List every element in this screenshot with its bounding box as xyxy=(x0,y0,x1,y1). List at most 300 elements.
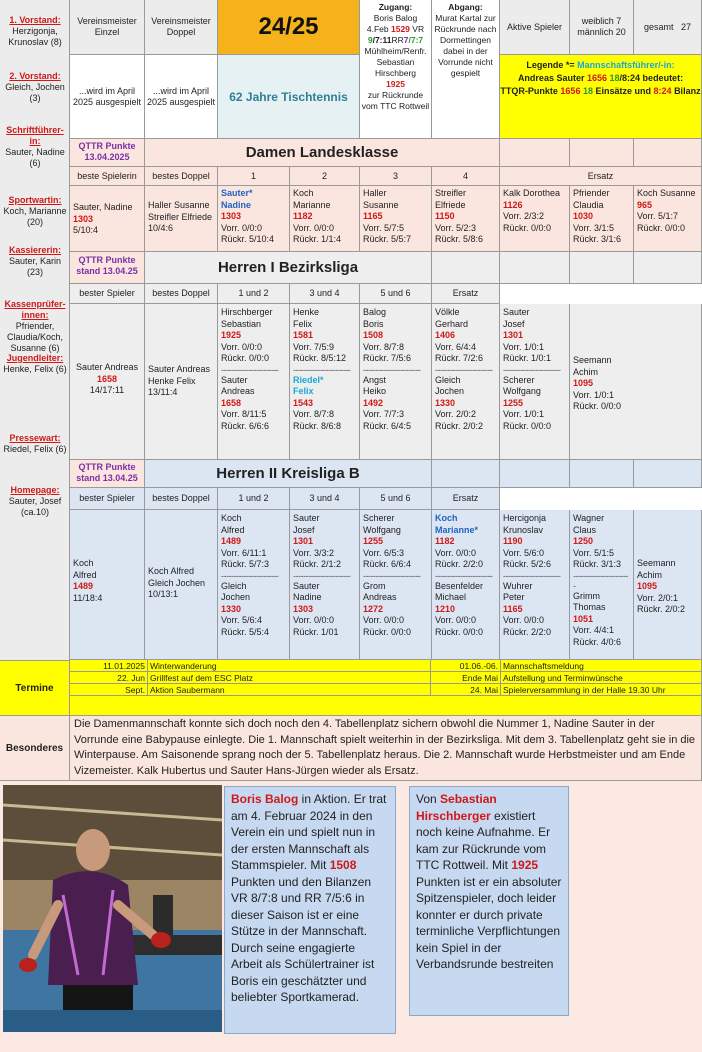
zugang-rec-c: RR xyxy=(391,35,404,45)
years-text: 62 Jahre Tischtennis xyxy=(229,89,348,104)
col-header: bester Spieler xyxy=(70,284,145,304)
player-name: Koch xyxy=(221,513,242,523)
zugang-date: 4.Feb xyxy=(366,24,389,34)
player-firstname: Achim xyxy=(573,366,599,377)
damen-doppel-text: Haller Susanne Streifler Elfriede 10/4:6 xyxy=(148,200,213,233)
player-entry xyxy=(221,188,286,246)
player-points: 1095 xyxy=(573,378,594,388)
player-rueckrunde: Rückr. 2/1:2 xyxy=(293,559,342,569)
player-name: Sauter* xyxy=(221,188,253,198)
abgang-cell xyxy=(432,0,500,139)
besonderes-text xyxy=(70,716,702,781)
player-vorrunde: Vorr. 5/1:7 xyxy=(637,211,679,221)
player-name: Kalk Dorothea xyxy=(503,188,561,198)
h1-best xyxy=(70,304,145,460)
player-name: Scherer xyxy=(363,513,395,523)
player-vorrunde: Vorr. 3/1:5 xyxy=(573,222,615,233)
box2-text-a: existiert noch keine Aufnahme. Er kam zur Rückrunde vom TTC Rottweil. Mit xyxy=(416,808,551,872)
box2-points: 1925 xyxy=(511,858,539,872)
player-cell xyxy=(290,510,360,660)
player-cell xyxy=(500,510,570,660)
col-header: Ersatz xyxy=(432,488,500,510)
player-firstname: Nadine xyxy=(293,592,322,602)
player-points: 1925 xyxy=(221,330,242,340)
player-entry xyxy=(221,581,286,639)
player-rueckrunde: Rückr. 0/0:0 xyxy=(503,222,552,233)
vm-doppel-text: Vereinsmeister Doppel xyxy=(151,16,211,37)
player-vorrunde: Vorr. 7/5:9 xyxy=(293,341,335,352)
aktive-text: Aktive Spieler xyxy=(506,21,563,32)
player-firstname: Josef xyxy=(503,318,525,329)
player-firstname: Wolfgang xyxy=(503,386,541,396)
h2-best-name2: Alfred xyxy=(73,569,97,580)
player-firstname: Achim xyxy=(637,569,663,580)
col-header: 4 xyxy=(432,167,500,186)
h2-doppel-text: Koch Alfred Gleich Jochen 10/13:1 xyxy=(148,566,206,599)
termin-text: Spielerversammlung in der Halle 19.30 Uhr xyxy=(501,684,702,696)
player-rueckrunde: Rückr. 0/0:0 xyxy=(435,626,484,637)
player-name: Riedel* xyxy=(293,374,324,385)
player-entry xyxy=(363,581,428,639)
player-vorrunde: Vorr. 0/0:0 xyxy=(363,615,405,625)
player-name: Seemann xyxy=(573,355,612,365)
player-single xyxy=(573,355,698,413)
box1-name: Boris Balog xyxy=(231,792,299,806)
sidebar-item xyxy=(0,484,70,519)
player-name: Hercigonja xyxy=(503,513,547,523)
player-name: Grimm xyxy=(573,590,600,601)
damen-doppel xyxy=(145,186,218,252)
sidebar-item-label: Pressewart: xyxy=(9,433,61,443)
player-rueckrunde: Rückr. 1/1:4 xyxy=(293,234,342,244)
player-firstname: Claus xyxy=(573,524,597,535)
player-points: 1095 xyxy=(637,581,658,591)
player-entry xyxy=(435,513,496,571)
sidebar-item-text: Koch, Marianne (20) xyxy=(3,206,67,227)
legend-a: Legende *= xyxy=(526,60,575,70)
col-header: 3 und 4 xyxy=(290,488,360,510)
player-rueckrunde: Rückr. 2/0:2 xyxy=(637,604,686,614)
sidebar-item-text: Gleich, Jochen (3) xyxy=(5,82,65,103)
player-entry xyxy=(293,581,356,639)
h2-best-name1: Koch xyxy=(73,558,94,568)
player-firstname: Krunoslav xyxy=(503,524,544,535)
h1-doppel-text: Sauter Andreas Henke Felix 13/11:4 xyxy=(148,364,211,397)
player-name: Sauter xyxy=(221,374,248,385)
separator: ----------------------- xyxy=(503,570,561,581)
separator: ----------------------- xyxy=(293,364,351,375)
player-name: Sauter xyxy=(293,580,320,591)
player-name: Sauter xyxy=(503,307,530,317)
gender-count xyxy=(570,0,634,55)
zugang-rec-a: 9 xyxy=(367,35,373,45)
player-rueckrunde: Rückr. 2/0:2 xyxy=(435,420,484,431)
player-entry xyxy=(503,513,566,571)
player-rueckrunde: Rückr. 7/2:6 xyxy=(435,353,484,363)
player-entry xyxy=(363,513,428,571)
player-firstname: Andreas xyxy=(363,592,397,602)
sidebar-item-text: Henke, Felix (6) xyxy=(3,364,67,374)
damen-player-cell xyxy=(290,186,360,252)
player-points: 1030 xyxy=(573,211,594,221)
player-cell xyxy=(634,510,702,660)
player-vorrunde: Vorr. 5/2:3 xyxy=(435,222,477,233)
h1-best-points: 1658 xyxy=(96,373,118,384)
separator: ----------------------- xyxy=(435,364,493,375)
player-firstname: Peter xyxy=(503,592,525,602)
player-name: Streifler xyxy=(435,188,467,198)
player-name: Wagner xyxy=(573,513,605,523)
h1-title-pad3 xyxy=(570,252,634,284)
h1-title-pad2 xyxy=(500,252,570,284)
years-label xyxy=(218,55,360,139)
termine-filler xyxy=(70,696,702,716)
player-entry xyxy=(293,307,356,365)
player-vorrunde: Vorr. 0/0:0 xyxy=(293,615,335,625)
vm-doppel-note xyxy=(145,55,218,139)
h2-title-pad1 xyxy=(432,460,500,488)
sidebar-item-text: Sauter, Karin (23) xyxy=(8,256,62,277)
box2-name: Sebastian Hirschberger xyxy=(416,792,497,823)
player-points: 1489 xyxy=(221,536,242,546)
h1-title-pad1 xyxy=(432,252,500,284)
h2-title-pad2 xyxy=(500,460,570,488)
player-entry xyxy=(573,591,630,649)
col-header: bestes Doppel xyxy=(145,488,218,510)
sidebar-item-text: Sauter, Nadine (6) xyxy=(5,147,65,168)
player-name: Gleich xyxy=(435,374,461,385)
player-cell xyxy=(218,304,290,460)
damen-title xyxy=(145,139,500,167)
player-firstname: Heiko xyxy=(363,386,387,396)
player-points: 1182 xyxy=(293,211,313,221)
termine-label-text: Termine xyxy=(15,682,54,694)
sidebar-item-label: Schriftführer-in: xyxy=(6,125,64,146)
sidebar-item xyxy=(0,14,70,49)
player-cell xyxy=(218,510,290,660)
zugang-rec-e: /7:7 xyxy=(408,35,424,45)
player-firstname: Jochen xyxy=(221,592,251,602)
player-vorrunde: Vorr. 2/0:1 xyxy=(637,592,679,603)
h2-title-text: Herren II Kreisliga B xyxy=(216,465,360,482)
col-header: 3 und 4 xyxy=(290,284,360,304)
player-vorrunde: Vorr. 6/11:1 xyxy=(221,547,267,558)
sidebar-item xyxy=(0,244,70,279)
sidebar-item-text: Riedel, Felix (6) xyxy=(3,444,67,454)
h2-best-record: 11/18:4 xyxy=(73,592,103,603)
player-name: Haller xyxy=(363,188,387,198)
sidebar-item-text: Sauter, Josef (ca.10) xyxy=(8,496,62,517)
damen-player-cell xyxy=(360,186,432,252)
player-vorrunde: Vorr. 5/6:0 xyxy=(503,547,545,558)
player-rueckrunde: Rückr. 4/0:6 xyxy=(573,636,622,647)
player-firstname: Felix xyxy=(293,386,314,396)
player-entry xyxy=(363,188,428,246)
sidebar-item-label: Kassiererin: xyxy=(8,245,62,255)
player-vorrunde: Vorr. 5/1:5 xyxy=(573,547,615,558)
sidebar-item-label: 1. Vorstand: xyxy=(9,15,61,25)
damen-qttr xyxy=(70,139,145,167)
zugang-points: 1529 xyxy=(391,24,410,34)
termin-date: 24. Mai xyxy=(431,684,501,696)
damen-player-cell xyxy=(218,186,290,252)
player-vorrunde: Vorr. 0/0:0 xyxy=(435,615,477,625)
player-firstname: Jochen xyxy=(435,386,465,396)
player-name: Seemann xyxy=(637,558,676,568)
player-points: 1303 xyxy=(293,603,314,614)
damen-best-points: 1303 xyxy=(73,213,94,224)
player-firstname: Elfriede xyxy=(435,199,466,210)
legend-g: TTQR-Punkte xyxy=(500,86,558,96)
player-firstname: Felix xyxy=(293,318,313,329)
player-name: Hirschberger xyxy=(221,307,273,317)
player-entry xyxy=(221,375,286,433)
box1-text-a: in Aktion. Er trat am 4. Februar 2024 in den Verein ein und spielt nun in der ersten Mannschaft als Stammspieler. Mit xyxy=(231,792,387,872)
col-header: 2 xyxy=(290,167,360,186)
termin-date: 22. Jun xyxy=(70,672,148,684)
player-rueckrunde: Rückr. 1/0:1 xyxy=(503,353,552,363)
damen-title-pad2 xyxy=(570,139,634,167)
player-firstname: Marianne xyxy=(293,199,331,210)
player-points: 1658 xyxy=(221,397,242,408)
legend-i: 18 xyxy=(582,86,593,96)
vm-einzel-label xyxy=(70,0,145,55)
hirschberger-info-box xyxy=(409,786,569,1016)
player-vorrunde: Vorr. 2/0:2 xyxy=(435,409,477,419)
termin-date: Ende Mai xyxy=(431,672,501,684)
player-rueckrunde: Rückr. 0/0:0 xyxy=(221,353,270,363)
player-rueckrunde: Rückr. 6/4:5 xyxy=(363,420,412,431)
player-entry xyxy=(363,307,428,365)
table-tennis-player-photo xyxy=(3,785,222,1032)
player-name: Koch Susanne xyxy=(637,188,696,198)
player-cell xyxy=(432,304,500,460)
player-points: 1303 xyxy=(221,211,242,221)
player-vorrunde: Vorr. 1/0:1 xyxy=(573,389,615,400)
player-entry xyxy=(573,188,630,246)
player-firstname: Alfred xyxy=(221,524,245,535)
separator: ----------------------- xyxy=(221,570,279,581)
h1-title xyxy=(145,252,432,284)
legend-l: Bilanz xyxy=(674,86,701,96)
sidebar-item-label: Sportwartin: xyxy=(8,195,62,205)
player-rueckrunde: Rückr. 8/6:8 xyxy=(293,420,342,431)
player-rueckrunde: Rückr. 5/5:4 xyxy=(221,626,270,637)
player-points: 1051 xyxy=(573,613,594,624)
vm-doppel-note-text: ...wird im April 2025 ausgespielt xyxy=(146,85,216,107)
player-vorrunde: Vorr. 6/4:4 xyxy=(435,341,477,352)
zugang-title: Zugang: xyxy=(378,2,413,12)
legend-line1 xyxy=(500,59,701,72)
player-entry xyxy=(573,513,630,571)
col-header: bester Spieler xyxy=(70,488,145,510)
legend-b: Mannschaftsführer/-in: xyxy=(577,60,675,70)
legend-k: 8:24 xyxy=(653,86,672,96)
zugang-points2: 1925 xyxy=(386,79,405,89)
player-rueckrunde: Rückr. 0/0:0 xyxy=(363,626,412,637)
player-points: 1543 xyxy=(293,397,314,408)
besonderes-label xyxy=(0,716,70,781)
player-points: 1330 xyxy=(221,603,242,614)
player-name: Koch xyxy=(293,188,314,198)
damen-player-cell xyxy=(432,186,500,252)
player-points: 1492 xyxy=(363,397,384,408)
col-header: Ersatz xyxy=(432,284,500,304)
player-entry xyxy=(503,375,566,433)
weiblich-text: weiblich 7 xyxy=(581,16,622,26)
zugang-cell xyxy=(360,0,432,139)
zugang-name: Boris Balog xyxy=(373,13,418,23)
legend-box xyxy=(500,55,702,139)
termin-text: Aufstellung und Terminwünsche xyxy=(501,672,702,684)
h1-best-name: Sauter Andreas xyxy=(75,362,139,372)
player-name: Völkle xyxy=(435,307,460,317)
vm-doppel-label xyxy=(145,0,218,55)
damen-title-pad3 xyxy=(634,139,702,167)
player-points: 1406 xyxy=(435,330,456,340)
zugang-club: Mühlheim/Renfr. xyxy=(364,46,427,56)
player-rueckrunde: Rückr. 3/1:3 xyxy=(573,559,622,569)
player-vorrunde: Vorr. 0/0:0 xyxy=(221,222,263,233)
sidebar-item xyxy=(0,124,70,170)
termin-text: Aktion Saubermann xyxy=(148,684,431,696)
player-firstname: Gerhard xyxy=(435,318,469,329)
zugang-line xyxy=(360,24,431,35)
player-name: Sauter xyxy=(293,513,320,523)
player-name: Besenfelder xyxy=(435,580,484,591)
col-header: 1 und 2 xyxy=(218,488,290,510)
player-name: Wuhrer xyxy=(503,580,533,591)
season-title xyxy=(218,0,360,55)
col-header: 5 und 6 xyxy=(360,488,432,510)
player-vorrunde: Vorr. 2/3:2 xyxy=(503,211,545,221)
sidebar-item-label: 2. Vorstand: xyxy=(9,71,61,81)
player-name: Scherer xyxy=(503,374,535,385)
player-entry xyxy=(363,375,428,433)
legend-f: /8:24 bedeutet: xyxy=(619,73,684,83)
player-entry xyxy=(435,188,496,246)
gesamt-count xyxy=(634,0,702,55)
player-entry xyxy=(293,188,356,246)
player-vorrunde: Vorr. 5/6:4 xyxy=(221,615,263,625)
col-header: bestes Doppel xyxy=(145,167,218,186)
player-firstname: Josef xyxy=(293,524,315,535)
vm-einzel-text: Vereinsmeister Einzel xyxy=(77,16,137,37)
player-rueckrunde: Rückr. 0/0:0 xyxy=(637,222,686,233)
h2-qttr-text: QTTR Punkte stand 13.04.25 xyxy=(76,462,138,483)
col-header: Ersatz xyxy=(500,167,702,186)
player-firstname: Nadine xyxy=(221,199,252,210)
sidebar-item xyxy=(0,70,70,105)
player-firstname: Boris xyxy=(363,318,384,329)
boris-info-box xyxy=(224,786,396,1034)
legend-e: 18 xyxy=(609,73,620,83)
player-vorrunde: Vorr. 4/4:1 xyxy=(573,625,615,635)
vm-einzel-note xyxy=(70,55,145,139)
zugang-name2: Sebastian Hirschberg xyxy=(374,57,417,78)
h1-qttr xyxy=(70,252,145,284)
termin-date: 11.01.2025 xyxy=(70,660,148,672)
col-header: 1 xyxy=(218,167,290,186)
player-entry xyxy=(221,307,286,365)
player-name: Gleich xyxy=(221,580,247,591)
legend-line3 xyxy=(500,85,701,98)
col-header: bestes Doppel xyxy=(145,284,218,304)
player-rueckrunde: Rückr. 5/10:4 xyxy=(221,234,275,244)
player-vorrunde: Vorr. 0/0:0 xyxy=(435,547,477,558)
sidebar-item xyxy=(0,432,70,456)
box2-text-b: Punkten ist er ein absoluter Spitzenspieler, doch leider konnter er durch private terminliche Verpflichtungen kein Spiel in der Verbandsrunde bestreiten xyxy=(416,874,562,971)
player-rueckrunde: Rückr. 2/2:0 xyxy=(435,559,484,569)
player-vorrunde: Vorr. 0/0:0 xyxy=(293,222,335,233)
player-points: 965 xyxy=(637,199,653,210)
player-firstname: Claudia xyxy=(573,199,604,210)
player-points: 1508 xyxy=(363,330,384,340)
h1-qttr-text: QTTR Punkte stand 13.04.25 xyxy=(76,255,138,276)
player-entry xyxy=(637,558,698,616)
h2-doppel xyxy=(145,510,218,660)
player-vorrunde: Vorr. 1/0:1 xyxy=(503,409,545,419)
damen-player-cell xyxy=(500,186,570,252)
separator: ----------------------- xyxy=(363,364,421,375)
player-firstname: Thomas xyxy=(573,602,606,612)
player-points: 1272 xyxy=(363,603,384,614)
player-firstname: Andreas xyxy=(221,386,255,396)
termin-text: Grillfest auf dem ESC Platz xyxy=(148,672,431,684)
player-points: 1330 xyxy=(435,397,456,408)
damen-title-pad1 xyxy=(500,139,570,167)
besonderes-label-text: Besonderes xyxy=(5,742,64,754)
player-rueckrunde: Rückr. 0/0:0 xyxy=(573,401,622,411)
separator: ----------------------- xyxy=(573,570,628,591)
h2-title-pad4 xyxy=(634,460,702,488)
player-firstname: Susanne xyxy=(363,199,399,210)
player-vorrunde: Vorr. 0/0:0 xyxy=(221,341,263,352)
player-name: Koch xyxy=(435,513,458,523)
player-rueckrunde: Rückr. 5/8:6 xyxy=(435,234,484,244)
zugang-record xyxy=(360,35,431,46)
h1-title-pad4 xyxy=(634,252,702,284)
player-single xyxy=(637,558,698,616)
separator: ----------------------- xyxy=(363,570,421,581)
sidebar-item-label: Jugendleiter: xyxy=(6,353,64,363)
player-name: Pfriender xyxy=(573,188,610,198)
player-rueckrunde: Rückr. 1/01 xyxy=(293,626,339,637)
player-points: 1301 xyxy=(293,536,314,546)
sidebar-item-label: Kassenprüfer-innen: xyxy=(4,299,66,320)
player-points: 1210 xyxy=(435,603,456,614)
player-rueckrunde: Rückr. 5/5:7 xyxy=(363,234,412,244)
player-vorrunde: Vorr. 7/7:3 xyxy=(363,409,405,419)
sidebar-item-label: Homepage: xyxy=(10,485,60,495)
legend-j: Einsätze und xyxy=(595,86,652,96)
sidebar-item-text: Herzigonja, Krunoslav (8) xyxy=(8,26,62,47)
h2-best xyxy=(70,510,145,660)
zugang-note2: zur Rückrunde vom TTC Rottweil xyxy=(361,90,430,111)
h1-best-record: 14/17:11 xyxy=(89,385,125,395)
player-firstname: Marianne* xyxy=(435,524,479,535)
h1-title-text: Herren I Bezirksliga xyxy=(217,259,359,276)
gesamt-text: gesamt 27 xyxy=(643,21,692,32)
player-points: 1301 xyxy=(503,330,524,340)
player-entry xyxy=(293,375,356,433)
abgang-title: Abgang: xyxy=(448,2,483,12)
player-entry xyxy=(503,188,566,234)
player-points: 1581 xyxy=(293,330,314,340)
col-header: 3 xyxy=(360,167,432,186)
player-rueckrunde: Rückr. 5/2:6 xyxy=(503,559,552,569)
player-rueckrunde: Rückr. 6/6:4 xyxy=(363,559,412,569)
